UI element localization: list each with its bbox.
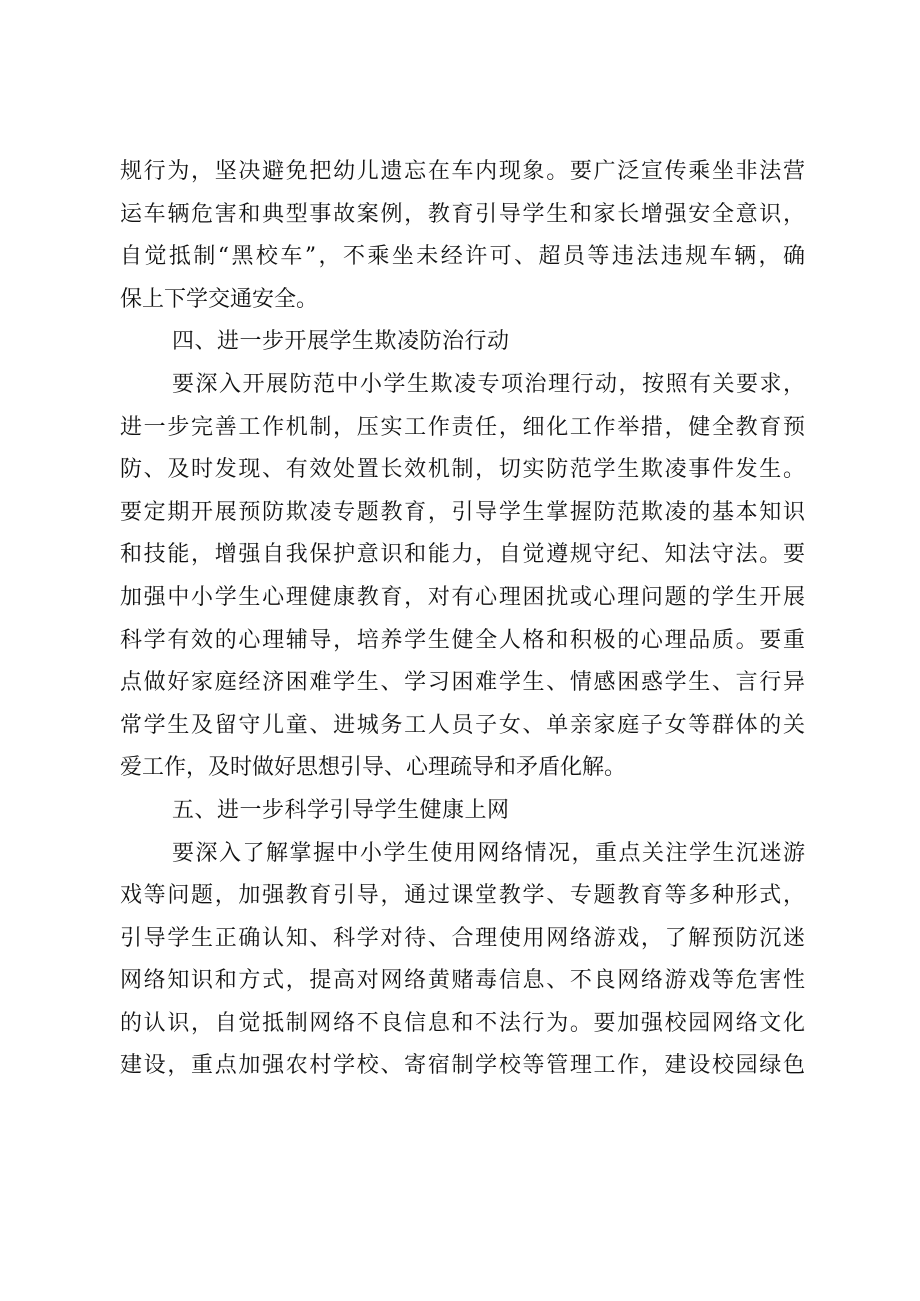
text-line: 运车辆危害和典型事故案例，教育引导学生和家长增强安全意识， [120, 201, 805, 227]
text-line: 的认识，自觉抵制网络不良信息和不法行为。要加强校园网络文化 [120, 1010, 805, 1036]
text-line: 建设，重点加强农村学校、寄宿制学校等管理工作，建设校园绿色 [120, 1053, 805, 1079]
text-line: 和技能，增强自我保护意识和能力，自觉遵规守纪、知法守法。要 [120, 542, 805, 568]
text-line: 加强中小学生心理健康教育，对有心理困扰或心理问题的学生开展 [120, 584, 805, 610]
document-body [120, 151, 805, 1088]
section-heading-four: 四、进一步开展学生欺凌防治行动 [172, 329, 510, 355]
text-line: 保上下学交通安全。 [120, 286, 319, 312]
paragraph-internet-use [120, 833, 805, 1089]
text-line: 自觉抵制“黑校车”，不乘坐未经许可、超员等违法违规车辆，确 [120, 244, 805, 270]
text-line: 进一步完善工作机制，压实工作责任，细化工作举措，健全教育预 [120, 414, 805, 440]
text-line: 引导学生正确认知、科学对待、合理使用网络游戏，了解预防沉迷 [120, 925, 805, 951]
text-line: 要定期开展预防欺凌专题教育，引导学生掌握防范欺凌的基本知识 [120, 499, 805, 525]
paragraph-traffic-safety [120, 151, 805, 321]
text-line: 要深入了解掌握中小学生使用网络情况，重点关注学生沉迷游 [172, 840, 805, 866]
text-line: 常学生及留守儿童、进城务工人员子女、单亲家庭子女等群体的关 [120, 712, 805, 738]
paragraph-bullying-prevention [120, 364, 805, 790]
text-line: 网络知识和方式，提高对网络黄赌毒信息、不良网络游戏等危害性 [120, 968, 805, 994]
text-line: 防、及时发现、有效处置长效机制，切实防范学生欺凌事件发生。 [120, 457, 805, 483]
text-line: 要深入开展防范中小学生欺凌专项治理行动，按照有关要求， [172, 371, 805, 397]
text-line: 戏等问题，加强教育引导，通过课堂教学、专题教育等多种形式， [120, 883, 805, 909]
text-line: 科学有效的心理辅导，培养学生健全人格和积极的心理品质。要重 [120, 627, 805, 653]
text-line: 规行为，坚决避免把幼儿遗忘在车内现象。要广泛宣传乘坐非法营 [120, 159, 805, 184]
text-line: 点做好家庭经济困难学生、学习困难学生、情感困惑学生、言行异 [120, 670, 805, 696]
text-line: 爱工作，及时做好思想引导、心理疏导和矛盾化解。 [120, 755, 627, 781]
section-heading-five: 五、进一步科学引导学生健康上网 [172, 797, 510, 823]
